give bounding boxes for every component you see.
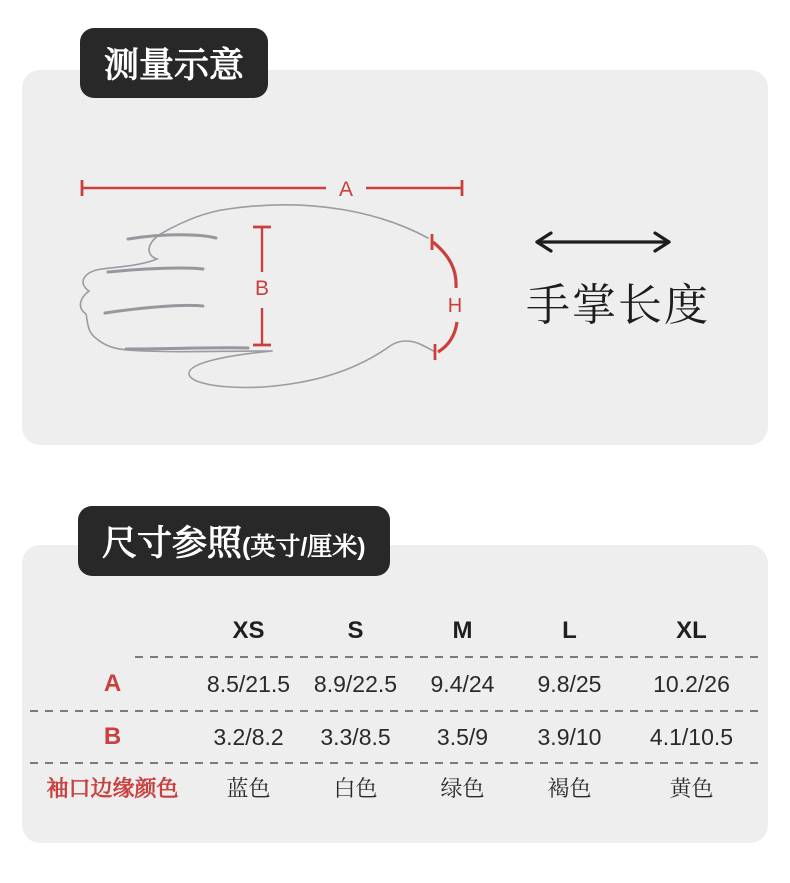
dimension-b-label: B <box>254 277 270 300</box>
cell-b-m: 3.5/9 <box>436 723 489 750</box>
dimension-a-label: A <box>338 178 354 201</box>
row-label-cuff-color: 袖口边缘颜色 <box>46 775 179 801</box>
size-badge-title: 尺寸参照 <box>102 524 243 563</box>
measure-badge <box>80 28 268 98</box>
dimension-line-a <box>82 180 462 196</box>
cell-color-xs: 蓝色 <box>226 775 271 801</box>
cell-b-s: 3.3/8.5 <box>320 723 391 750</box>
cell-color-m: 绿色 <box>440 775 485 801</box>
measure-badge-label: 测量示意 <box>104 46 245 85</box>
cell-a-m: 9.4/24 <box>430 670 495 697</box>
dimension-h-label: H <box>447 295 463 317</box>
cell-color-s: 白色 <box>333 775 378 801</box>
table-row-a <box>30 658 760 710</box>
size-badge-unit: (英寸/厘米) <box>242 533 366 561</box>
column-header-s: S <box>347 617 364 644</box>
table-row-cuff-color <box>30 764 760 810</box>
cell-b-l: 3.9/10 <box>537 723 602 750</box>
hand-measurement-diagram <box>60 160 480 410</box>
column-header-xl: XL <box>676 617 707 644</box>
size-table <box>30 606 760 810</box>
cell-a-xs: 8.5/21.5 <box>206 670 291 697</box>
table-row-b <box>30 712 760 762</box>
column-header-m: M <box>452 617 473 644</box>
size-badge <box>78 506 390 576</box>
cell-a-s: 8.9/22.5 <box>313 670 398 697</box>
cell-a-l: 9.8/25 <box>537 670 602 697</box>
size-table-header-row <box>30 606 760 656</box>
column-header-l: L <box>562 617 577 644</box>
cell-color-xl: 黄色 <box>669 775 714 801</box>
row-label-b: B <box>103 723 122 750</box>
cell-color-l: 褐色 <box>547 775 592 801</box>
cell-b-xl: 4.1/10.5 <box>649 723 734 750</box>
palm-length-label: 手掌长度 <box>526 281 710 330</box>
column-header-xs: XS <box>232 617 265 644</box>
cell-a-xl: 10.2/26 <box>653 670 730 697</box>
row-label-a: A <box>103 670 122 697</box>
cell-b-xs: 3.2/8.2 <box>213 723 284 750</box>
double-arrow-icon <box>528 228 678 256</box>
finger-creases <box>105 235 248 349</box>
